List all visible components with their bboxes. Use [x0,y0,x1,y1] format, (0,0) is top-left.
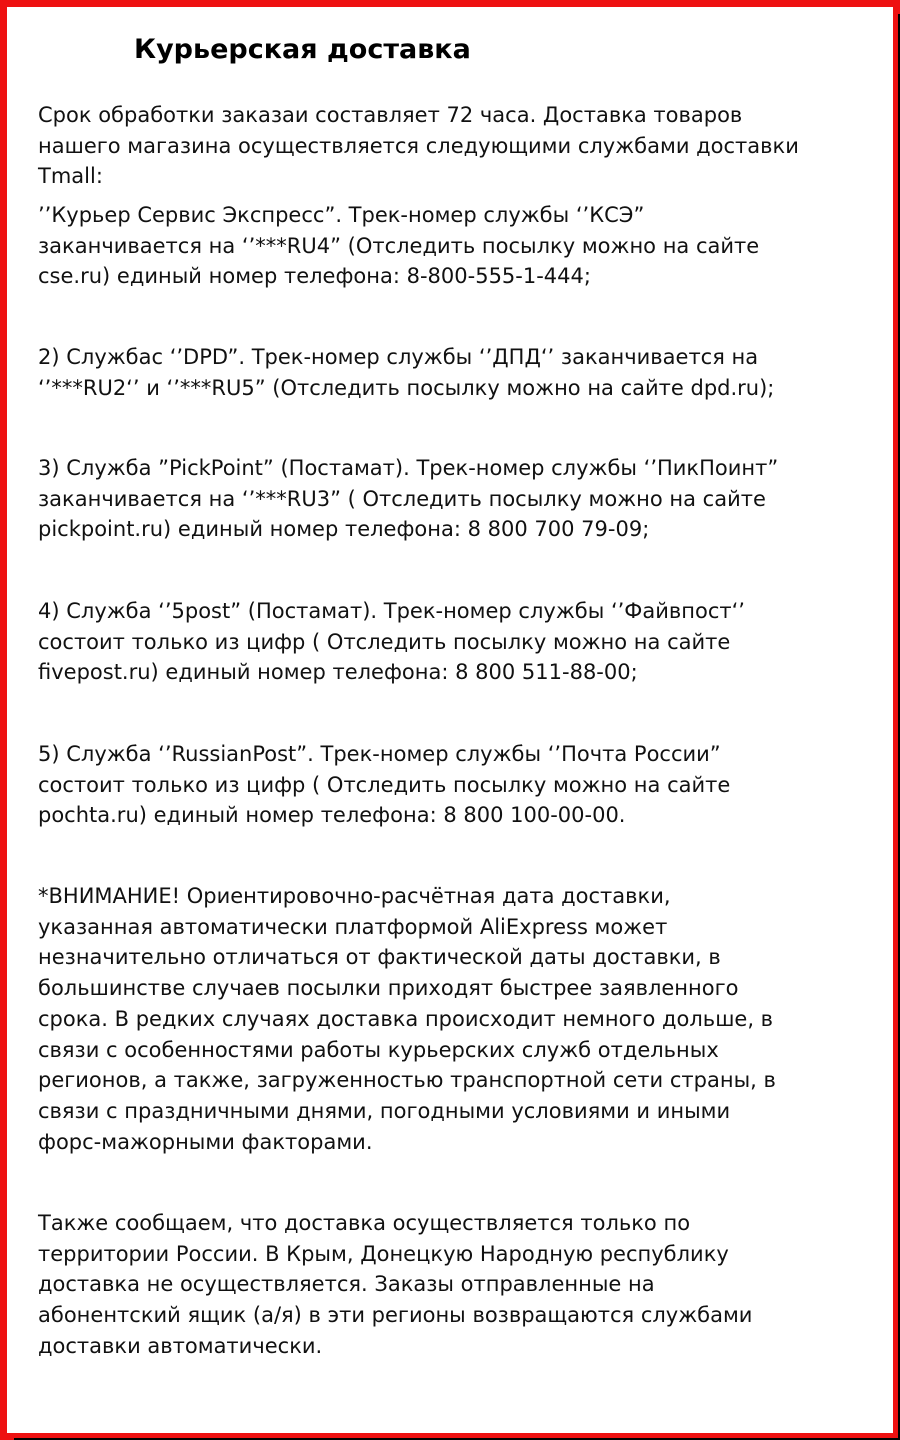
notice-line: большинстве случаев посылки приходят быстрее заявленного [38,976,739,1001]
intro-line: Срок обработки заказаи составляет 72 часа. Доставка товаров [38,103,743,127]
service-pickpoint-line: pickpoint.ru) единый номер телефона: 8 800 700 79-09; [38,517,650,542]
notice-line: *ВНИМАНИЕ! Ориентировочно-расчётная дата доставки, [38,884,671,908]
notice-paragraph [38,881,878,1157]
service-russianpost-paragraph [38,739,878,831]
notice-line: регионов, а также, загруженностью транспортной сети страны, в [38,1068,776,1093]
territory-line: доставка не осуществляется. Заказы отправленные на [38,1272,655,1297]
territory-line: доставки автоматически. [38,1333,323,1358]
service-5post-line: 4) Служба ‘’5post” (Постамат). Трек-номер службы ‘’Файвпост‘’ [38,599,745,623]
service-russianpost-line: состоит только из цифр ( Отследить посылку можно на сайте [38,772,731,797]
service-cse-line: ’’Курьер Сервис Экспресс”. Трек-номер службы ‘’КСЭ” [38,203,645,227]
service-5post-line: состоит только из цифр ( Отследить посылку можно на сайте [38,629,731,654]
notice-line: незначительно отличаться от фактической даты доставки, в [38,945,721,970]
service-dpd-paragraph [38,342,878,403]
service-dpd-line: ‘’***RU2‘’ и ‘’***RU5” (Отследить посылку можно на сайте dpd.ru); [38,375,775,400]
service-pickpoint-paragraph [38,453,878,545]
notice-line: связи с праздничными днями, погодными условиями и иными [38,1098,731,1123]
service-cse-line: cse.ru) единый номер телефона: 8-800-555-1-444; [38,264,591,289]
notice-line: указанная автоматически платформой AliExpress может [38,914,668,939]
service-russianpost-line: pochta.ru) единый номер телефона: 8 800 100-00-00. [38,803,626,828]
service-russianpost-line: 5) Служба ‘’RussianPost”. Трек-номер службы ‘’Почта России” [38,742,721,766]
service-5post-paragraph [38,596,878,688]
service-pickpoint-line: заканчивается на ‘’***RU3” ( Отследить посылку можно на сайте [38,486,766,511]
intro-line: нашего магазина осуществляется следующими службами доставки [38,133,799,158]
notice-line: срока. В редких случаях доставка происходит немного дольше, в [38,1006,774,1031]
service-cse-line: заканчивается на ‘’***RU4” (Отследить посылку можно на сайте [38,233,760,258]
territory-line: Также сообщаем, что доставка осуществляется только по [38,1211,691,1235]
service-cse-paragraph [38,200,878,292]
page-title: Курьерская доставка [134,34,471,65]
territory-paragraph [38,1208,878,1362]
territory-line: абонентский ящик (а/я) в эти регионы возвращаются службами [38,1303,753,1328]
service-dpd-line: 2) Службас ‘’DPD”. Трек-номер службы ‘’ДПД‘’ заканчивается на [38,345,759,369]
service-5post-line: fivepost.ru) единый номер телефона: 8 800 511-88-00; [38,660,638,685]
territory-line: территории России. В Крым, Донецкую Народную республику [38,1241,729,1266]
notice-line: связи с особенностями работы курьерских служб отдельных [38,1037,719,1062]
notice-line: форс-мажорными факторами. [38,1129,373,1154]
intro-paragraph [38,100,878,192]
service-pickpoint-line: 3) Служба ”PickPoint” (Постамат). Трек-номер службы ‘’ПикПоинт” [38,456,779,480]
intro-line: Tmall: [38,164,103,189]
